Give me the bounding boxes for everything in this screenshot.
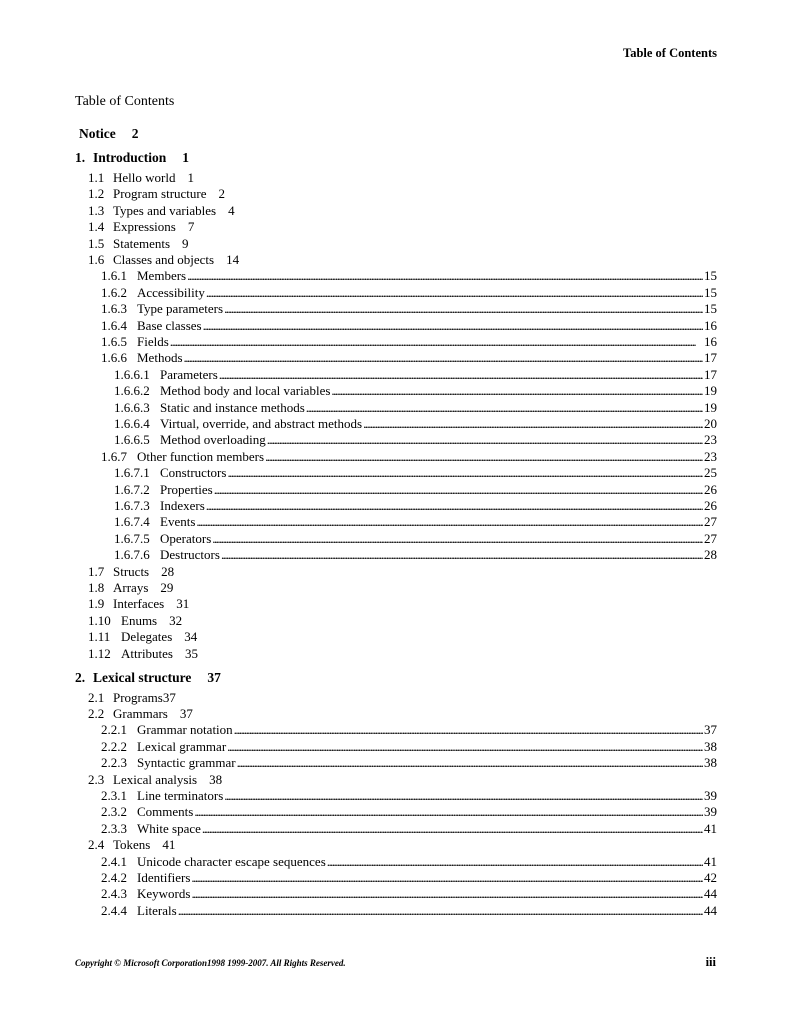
toc-entry-number: 1.1 — [88, 170, 105, 185]
toc-entry-label: Fields — [137, 334, 169, 349]
toc-entry-page: 7 — [187, 219, 195, 235]
toc-entry-number: 2.4.1 — [101, 853, 127, 869]
toc-entry-number: 1.10 — [88, 612, 111, 628]
toc-entry-page: 20 — [704, 416, 717, 431]
toc-entry[interactable] — [114, 482, 717, 498]
toc-entry-label: Programs — [113, 689, 163, 705]
toc-entry[interactable] — [88, 837, 175, 853]
toc-entry-label: Lexical grammar — [137, 738, 227, 754]
toc-entry-page: 38 — [704, 755, 717, 771]
toc-entry-page: 15 — [704, 301, 717, 317]
toc-entry[interactable] — [114, 432, 717, 448]
toc-entry-page: 26 — [704, 481, 717, 497]
toc-entry-page: 29 — [160, 580, 174, 595]
toc-entry-page: 27 — [704, 514, 717, 530]
toc-entry-label: Enums — [121, 612, 158, 628]
dot-leader — [214, 482, 703, 498]
toc-entry-number: 1.6.2 — [101, 284, 127, 300]
toc-entry-page: 38 — [704, 738, 717, 754]
toc-entry-page: 23 — [704, 448, 717, 464]
toc-entry-number: 1.6.6.5 — [114, 432, 150, 448]
dot-leader — [170, 334, 703, 350]
toc-entry[interactable] — [114, 367, 717, 383]
toc-entry-number: 2.1 — [88, 689, 105, 705]
dot-leader — [191, 870, 703, 886]
toc-entry-number: 1. — [75, 150, 86, 165]
toc-entry[interactable] — [101, 903, 717, 919]
toc-entry[interactable] — [88, 690, 176, 706]
toc-entry-label: Type parameters — [137, 301, 224, 317]
toc-entry-label: Types and variables — [113, 202, 217, 218]
toc-entry[interactable] — [88, 170, 194, 186]
toc-entry-number: 1.6.6.1 — [114, 366, 150, 382]
toc-entry-page: 26 — [704, 498, 717, 513]
toc-entry-number: 2.2.3 — [101, 755, 127, 771]
toc-entry[interactable] — [101, 886, 717, 902]
toc-entry[interactable] — [114, 383, 717, 399]
toc-entry[interactable] — [88, 186, 225, 202]
toc-entry-label: Method body and local variables — [160, 383, 331, 399]
toc-entry-label: Properties — [160, 481, 213, 497]
toc-entry-number: 1.2 — [88, 186, 105, 202]
toc-entry-number: 1.6.4 — [101, 317, 127, 333]
toc-entry-label: Identifiers — [137, 870, 191, 885]
toc-entry[interactable] — [114, 498, 717, 514]
dot-leader — [224, 301, 703, 317]
toc-entry-label: Program structure — [113, 186, 207, 202]
toc-entry-label: Indexers — [160, 498, 205, 513]
toc-entry[interactable] — [101, 350, 717, 366]
toc-entry-number: 2.2.1 — [101, 722, 127, 738]
toc-entry[interactable] — [88, 706, 193, 722]
toc-entry-page: 25 — [704, 465, 717, 481]
toc-entry-page: 1 — [182, 150, 190, 165]
dot-leader — [327, 854, 703, 870]
page-title: Table of Contents — [75, 94, 175, 109]
toc-entry-label: Introduction — [93, 150, 167, 165]
toc-entry-label: Interfaces — [113, 596, 165, 612]
toc-entry-label: Grammars — [113, 706, 168, 721]
dot-leader — [202, 821, 703, 837]
toc-entry[interactable] — [101, 449, 717, 465]
toc-entry[interactable] — [88, 613, 182, 629]
toc-entry-page: 23 — [704, 432, 717, 448]
toc-entry-number: 2. — [75, 669, 86, 685]
toc-entry-page: 39 — [704, 788, 717, 803]
dot-leader — [187, 268, 703, 284]
dot-leader — [363, 416, 703, 432]
toc-entry-label: Virtual, override, and abstract methods — [160, 416, 363, 431]
toc-entry-number: 1.6.7.4 — [114, 514, 150, 530]
toc-entry-page: 19 — [704, 383, 717, 399]
toc-entry[interactable] — [101, 318, 717, 334]
toc-entry-page: 9 — [182, 235, 189, 251]
toc-entry-page: 41 — [162, 837, 176, 853]
toc-entry-page: 15 — [704, 268, 717, 284]
toc-entry-page: 1 — [187, 170, 194, 185]
toc-entry[interactable] — [101, 739, 717, 755]
dot-leader — [265, 449, 703, 465]
toc-entry-number: 1.6.7.2 — [114, 481, 150, 497]
toc-entry-label: White space — [137, 820, 201, 836]
toc-entry-number: 2.2 — [88, 706, 105, 721]
dot-leader — [331, 383, 703, 399]
toc-entry-page: 17 — [704, 350, 717, 366]
toc-entry-page: 37 — [162, 689, 176, 705]
toc-entry[interactable] — [88, 564, 174, 580]
toc-entry-number: 2.3.3 — [101, 820, 127, 836]
toc-entry-number: 1.6.6.2 — [114, 383, 150, 399]
toc-entry[interactable] — [114, 514, 717, 530]
toc-chapter-entry[interactable] — [75, 150, 189, 166]
toc-entry-label: Classes and objects — [113, 252, 215, 267]
toc-entry-label: Members — [137, 268, 187, 284]
toc-entry[interactable] — [114, 547, 717, 563]
toc-entry-label: Method overloading — [160, 432, 266, 448]
dot-leader — [194, 804, 703, 820]
toc-entry-number: 1.6.6 — [101, 350, 127, 366]
toc-entry[interactable] — [88, 219, 194, 235]
toc-entry-page: 32 — [169, 612, 183, 628]
toc-entry-label: Attributes — [121, 645, 173, 661]
toc-entry-number: 2.4.3 — [101, 886, 127, 902]
toc-entry[interactable] — [88, 236, 189, 252]
toc-entry[interactable] — [114, 416, 717, 432]
toc-entry-label: Unicode character escape sequences — [137, 853, 326, 869]
toc-entry-label: Delegates — [121, 629, 173, 645]
toc-entry-page: 2 — [218, 186, 226, 202]
toc-entry[interactable] — [101, 804, 717, 820]
toc-entry-label: Statements — [113, 235, 171, 251]
dot-leader — [196, 514, 703, 530]
toc-entry-number: 2.3 — [88, 771, 105, 787]
toc-chapter-entry[interactable] — [75, 670, 221, 686]
toc-entry-number: 2.3.1 — [101, 788, 127, 803]
toc-entry-number: 2.4.4 — [101, 902, 127, 918]
toc-entry-number: 1.6.3 — [101, 301, 127, 317]
dot-leader — [221, 547, 703, 563]
toc-entry-number: 1.7 — [88, 563, 105, 579]
toc-entry-number: 1.5 — [88, 235, 105, 251]
toc-entry-number: 1.6.7.3 — [114, 498, 150, 513]
toc-entry-label: Lexical structure — [93, 669, 192, 685]
dot-leader — [184, 350, 704, 366]
toc-entry-number: 1.4 — [88, 219, 105, 235]
dot-leader — [267, 432, 703, 448]
toc-entry-number: 1.6.7.6 — [114, 547, 150, 563]
toc-entry-number: 1.6.7 — [101, 448, 127, 464]
toc-entry[interactable] — [88, 203, 235, 219]
dot-leader — [212, 531, 703, 547]
toc-entry-page: 28 — [704, 547, 717, 563]
toc-entry-label: Static and instance methods — [160, 399, 305, 415]
toc-entry-number: 1.6 — [88, 252, 105, 267]
toc-entry-page: 16 — [704, 317, 717, 333]
toc-entry[interactable] — [88, 772, 222, 788]
toc-entry-page: 17 — [704, 366, 717, 382]
toc-entry-page: 37 — [704, 722, 717, 738]
dot-leader — [234, 722, 703, 738]
toc-entry[interactable] — [101, 821, 717, 837]
toc-entry-page: 31 — [176, 596, 190, 612]
toc-entry[interactable] — [101, 268, 717, 284]
toc-entry-label: Grammar notation — [137, 722, 233, 738]
toc-entry[interactable] — [101, 870, 717, 886]
toc-entry-label: Notice — [79, 126, 116, 141]
dot-leader — [206, 498, 703, 514]
toc-entry-label: Line terminators — [137, 788, 224, 803]
toc-entry[interactable] — [101, 788, 717, 804]
toc-entry-label: Operators — [160, 530, 212, 546]
toc-entry-page: 16 — [704, 334, 717, 349]
dot-leader — [203, 318, 703, 334]
dot-leader — [237, 755, 703, 771]
toc-entry[interactable] — [101, 722, 717, 738]
toc-entry[interactable] — [88, 580, 173, 596]
toc-entry-number: 1.6.6.4 — [114, 416, 150, 431]
toc-entry-page: 44 — [704, 902, 717, 918]
toc-entry[interactable] — [101, 285, 717, 301]
toc-entry-page: 14 — [226, 252, 240, 267]
toc-entry[interactable] — [101, 755, 717, 771]
toc-entry-label: Syntactic grammar — [137, 755, 236, 771]
toc-entry-number: 1.8 — [88, 580, 105, 595]
toc-entry-page: 2 — [131, 126, 139, 141]
toc-entry-page: 41 — [704, 820, 717, 836]
toc-entry-page: 4 — [228, 202, 235, 218]
toc-entry-label: Accessibility — [137, 284, 205, 300]
dot-leader — [219, 367, 703, 383]
toc-entry-page: 34 — [184, 629, 198, 645]
toc-entry-page: 37 — [179, 706, 193, 721]
toc-chapter-entry[interactable] — [79, 126, 138, 142]
toc-entry-label: Structs — [113, 563, 150, 579]
toc-entry-label: Literals — [137, 902, 177, 918]
toc-entry-label: Hello world — [113, 170, 176, 185]
toc-entry-number: 1.6.6.3 — [114, 399, 150, 415]
toc-entry-number: 1.6.5 — [101, 334, 127, 349]
toc-entry[interactable] — [114, 400, 717, 416]
toc-entry-page: 15 — [704, 284, 717, 300]
running-header: Table of Contents — [623, 46, 717, 60]
toc-entry-number: 1.6.1 — [101, 268, 127, 284]
toc-entry-label: Tokens — [113, 837, 151, 853]
toc-entry[interactable] — [101, 301, 717, 317]
toc-entry-number: 1.6.7.1 — [114, 465, 150, 481]
toc-entry-number: 1.6.7.5 — [114, 530, 150, 546]
toc-entry-number: 1.3 — [88, 202, 105, 218]
toc-entry-page: 35 — [185, 645, 198, 661]
toc-entry-label: Arrays — [113, 580, 149, 595]
toc-entry-label: Base classes — [137, 317, 202, 333]
dot-leader — [191, 886, 703, 902]
toc-entry[interactable] — [101, 854, 717, 870]
toc-entry-number: 2.4 — [88, 837, 105, 853]
toc-entry-page: 19 — [704, 399, 717, 415]
toc-entry[interactable] — [88, 629, 197, 645]
toc-entry-page: 41 — [704, 853, 717, 869]
toc-entry-label: Events — [160, 514, 196, 530]
page-number: iii — [705, 955, 716, 969]
toc-entry[interactable] — [114, 465, 717, 481]
toc-entry-number: 1.11 — [88, 629, 111, 645]
toc-entry-number: 2.2.2 — [101, 738, 127, 754]
dot-leader — [306, 400, 703, 416]
toc-entry-page: 28 — [161, 563, 175, 579]
dot-leader — [224, 788, 703, 804]
toc-entry-label: Constructors — [160, 465, 227, 481]
toc-entry-label: Expressions — [113, 219, 176, 235]
toc-entry[interactable] — [88, 646, 198, 662]
toc-entry-label: Comments — [137, 804, 194, 820]
toc-entry-number: 2.3.2 — [101, 804, 127, 820]
dot-leader — [206, 285, 703, 301]
toc-entry-page: 27 — [704, 530, 717, 546]
toc-entry-page: 42 — [704, 870, 717, 885]
dot-leader — [178, 903, 703, 919]
dot-leader — [227, 739, 703, 755]
toc-entry-label: Destructors — [160, 547, 220, 563]
dot-leader — [227, 465, 703, 481]
toc-entry-page: 38 — [209, 771, 223, 787]
toc-entry-label: Parameters — [160, 366, 218, 382]
toc-entry-number: 1.12 — [88, 645, 111, 661]
toc-entry-number: 2.4.2 — [101, 870, 127, 885]
toc-entry-label: Methods — [137, 350, 183, 366]
toc-entry-page: 39 — [704, 804, 717, 820]
toc-entry[interactable] — [114, 531, 717, 547]
toc-entry-page: 44 — [704, 886, 717, 902]
toc-entry[interactable] — [88, 596, 189, 612]
toc-entry-label: Lexical analysis — [113, 771, 198, 787]
toc-entry-number: 1.9 — [88, 596, 105, 612]
toc-entry-label: Keywords — [137, 886, 191, 902]
toc-entry-page: 37 — [207, 669, 221, 685]
toc-entry[interactable] — [88, 252, 239, 268]
copyright-footer: Copyright © Microsoft Corporation1998 1999-2007. All Rights Reserved. — [75, 958, 346, 968]
toc-entry-label: Other function members — [137, 448, 265, 464]
toc-entry[interactable] — [101, 334, 717, 350]
